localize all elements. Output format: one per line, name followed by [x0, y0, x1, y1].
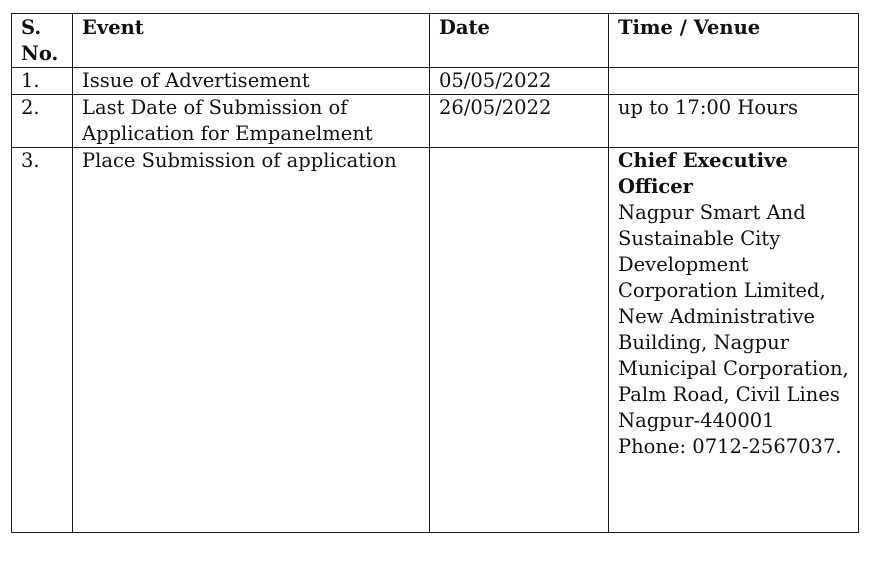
table-header-row	[12, 14, 859, 68]
cell-sno: 1.	[12, 68, 73, 95]
venue-phone: Phone: 0712-2567037.	[618, 435, 842, 458]
header-event: Event	[73, 14, 430, 68]
header-date: Date	[430, 14, 609, 68]
table-row	[12, 148, 859, 533]
venue-address: Nagpur Smart And Sustainable City Development Corporation Limited, New Administrative Building, Nagpur Municipal Corporation, Palm Road, Civil Lines	[618, 201, 849, 406]
venue-city: Nagpur-440001	[618, 409, 775, 432]
header-time-venue: Time / Venue	[609, 14, 859, 68]
venue-title: Chief Executive Officer	[618, 149, 788, 198]
table-row	[12, 95, 859, 148]
cell-event: Place Submission of application	[73, 148, 430, 533]
cell-event: Last Date of Submission of Application for Empanelment	[73, 95, 430, 148]
cell-sno: 3.	[12, 148, 73, 533]
header-sno: S. No.	[12, 14, 73, 68]
table-row	[12, 68, 859, 95]
cell-venue	[609, 148, 859, 533]
schedule-table	[11, 13, 859, 533]
cell-time	[609, 68, 859, 95]
cell-event: Issue of Advertisement	[73, 68, 430, 95]
cell-date	[430, 148, 609, 533]
cell-sno: 2.	[12, 95, 73, 148]
cell-time: up to 17:00 Hours	[609, 95, 859, 148]
cell-date: 05/05/2022	[430, 68, 609, 95]
cell-date: 26/05/2022	[430, 95, 609, 148]
